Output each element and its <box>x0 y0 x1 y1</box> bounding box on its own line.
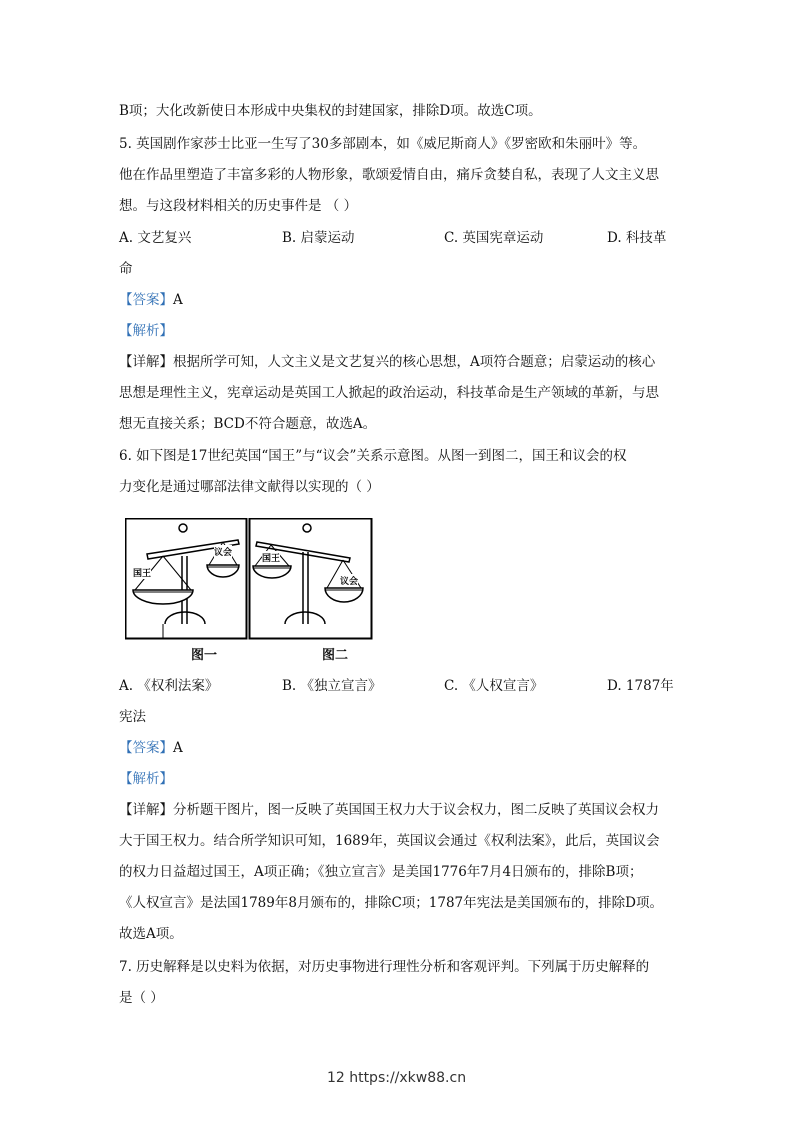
caption-figure-two: 图二 <box>322 648 349 663</box>
king-label-fig1: 国王 <box>133 566 151 579</box>
q5-option-d-wrap: 命 <box>119 261 133 277</box>
q5-option-c: C. 英国宪章运动 <box>444 230 544 246</box>
q5-option-d: D. 科技革 <box>607 230 667 246</box>
q6-detail-line2: 大于国王权力。结合所学知识可知，1689年，英国议会通过《权利法案》，此后，英国议会 <box>119 833 660 849</box>
answer-tag: 【答案】 <box>119 292 173 308</box>
q6-analysis-tag: 【解析】 <box>119 771 173 787</box>
q5-option-a: A. 文艺复兴 <box>119 230 192 246</box>
q6-answer <box>119 738 183 758</box>
q6-option-d: D. 1787年 <box>607 678 674 694</box>
q7-stem-line2: 是（ ） <box>119 990 164 1006</box>
q6-detail-line5: 故选A项。 <box>119 926 183 942</box>
q7-stem-line1: 7. 历史解释是以史料为依据，对历史事物进行理性分析和客观评判。下列属于历史解释的 <box>119 959 650 975</box>
king-label-fig2: 国王 <box>262 551 280 564</box>
q5-detail-line3: 想无直接关系；BCD不符合题意，故选A。 <box>119 416 377 432</box>
scales-figure <box>125 518 375 647</box>
q6-stem-line2: 力变化是通过哪部法律文献得以实现的（ ） <box>119 479 380 495</box>
q6-option-d-wrap: 宪法 <box>119 709 146 725</box>
answer-tag: 【答案】 <box>119 740 173 756</box>
q6-option-b: B. 《独立宣言》 <box>282 678 382 694</box>
q6-detail-line3: 的权力日益超过国王，A项正确；《独立宣言》是美国1776年7月4日颁布的，排除B项； <box>119 864 643 880</box>
q6-option-c: C. 《人权宣言》 <box>444 678 544 694</box>
q5-answer <box>119 290 183 310</box>
caption-figure-one: 图一 <box>191 648 218 663</box>
prev-answer-tail: B项；大化改新使日本形成中央集权的封建国家，排除D项。故选C项。 <box>119 103 542 119</box>
q6-stem-line1: 6. 如下图是17世纪英国“国王”与“议会”关系示意图。从图一到图二，国王和议会的权 <box>119 448 627 464</box>
q6-option-a: A. 《权利法案》 <box>119 678 219 694</box>
parliament-label-fig1: 议会 <box>214 545 232 558</box>
balance-scales-diagram <box>125 518 375 643</box>
answer-value: A <box>173 292 183 308</box>
page-footer: 12 https://xkw88.cn <box>326 1070 467 1086</box>
parliament-label-fig2: 议会 <box>340 574 358 587</box>
q5-stem-line1: 5. 英国剧作家莎士比亚一生写了30多部剧本，如《威尼斯商人》《罗密欧和朱丽叶》等。 <box>119 136 647 152</box>
q6-detail-line4: 《人权宣言》是法国1789年8月颁布的，排除C项；1787年宪法是美国颁布的，排除D项。 <box>119 895 663 911</box>
q5-analysis-tag: 【解析】 <box>119 323 173 339</box>
q5-stem-line3: 想。与这段材料相关的历史事件是 （ ） <box>119 198 358 214</box>
q5-detail-line2: 思想是理性主义，宪章运动是英国工人掀起的政治运动，科技革命是生产领域的革新，与思 <box>119 385 659 401</box>
q5-detail-line1: 【详解】根据所学可知，人文主义是文艺复兴的核心思想，A项符合题意；启蒙运动的核心 <box>119 354 656 370</box>
q5-stem-line2: 他在作品里塑造了丰富多彩的人物形象，歌颂爱情自由，痛斥贪婪自私，表现了人文主义思 <box>119 167 659 183</box>
q6-detail-line1: 【详解】分析题干图片，图一反映了英国国王权力大于议会权力，图二反映了英国议会权力 <box>119 802 659 818</box>
q5-option-b: B. 启蒙运动 <box>282 230 355 246</box>
answer-value: A <box>173 740 183 756</box>
